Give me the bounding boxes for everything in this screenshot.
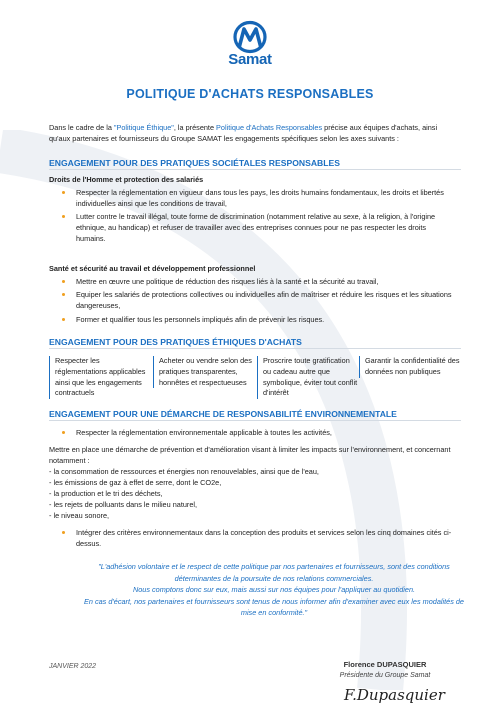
bullet-icon (62, 191, 65, 194)
bullet-icon (62, 215, 65, 218)
signature-text: F.Dupasquier (344, 686, 445, 704)
environment-list-2 (49, 527, 455, 551)
intro-link-politique-achats: Politique d'Achats Responsables (216, 123, 323, 132)
section-title-societal: ENGAGEMENT POUR DES PRATIQUES SOCIÉTALES RESPONSABLES (49, 158, 340, 168)
commitment-quote (64, 561, 484, 619)
intro-text-2: , la présente (173, 123, 217, 132)
signer-role: Présidente du Groupe Samat (339, 672, 431, 679)
quote-line: mise en conformité." (240, 608, 308, 618)
list-item: Lutter contre le travail illégal, toute forme de discrimination (notamment relative au sexe, à la religion, à l'origine ethnique, au handicap) et refuser de travailler avec des entreprises connues pour ne pas respecter les droits humains. (49, 211, 455, 244)
quote-line: Nous comptons donc sur eux, mais aussi sur nos équipes pour l'appliquer au quotidien. (132, 585, 416, 595)
list-item: Intégrer des critères environnementaux dans la conception des produits et services selon les cinq domaines cités ci-dessus. (49, 527, 455, 549)
bullet-icon (62, 293, 65, 296)
document-title: POLITIQUE D'ACHATS RESPONSABLES (126, 87, 374, 101)
subsection-title-human-rights: Droits de l'Homme et protection des salariés (49, 175, 204, 184)
bullet-icon (62, 318, 65, 321)
section-divider (49, 348, 461, 349)
ethical-practices-columns (49, 356, 469, 412)
environment-dash-item: - les rejets de polluants dans le milieu naturel, (49, 500, 198, 509)
bullet-icon (62, 531, 65, 534)
quote-line: En cas d'écart, nos partenaires et fournisseurs sont tenus de nous informer afin d'examiner avec eux les modalités de (84, 596, 464, 606)
section-title-ethical: ENGAGEMENT POUR DES PRATIQUES ÉTHIQUES D'ACHATS (49, 337, 302, 347)
human-rights-list (49, 187, 455, 246)
list-item: Respecter la réglementation en vigueur dans tous les pays, les droits humains fondamentaux, les droits et libertés individuelles ainsi que les conditions de travail, (49, 187, 455, 209)
intro-paragraph (49, 122, 459, 144)
health-safety-list (49, 276, 455, 327)
environment-paragraph: Mettre en place une démarche de prévention et d'amélioration visant à limiter les impacts sur l'environnement, et concernant notamment : (49, 445, 451, 465)
environment-dash-item: - la production et le tri des déchets, (49, 489, 163, 498)
ethical-column-2: Acheter ou vendre selon des pratiques transparentes, honnêtes et respectueuses (153, 356, 254, 388)
list-item: Equiper les salariés de protections collectives ou individuelles afin de maîtriser et réduire les risques et les situations dangereuses, (49, 289, 455, 311)
handwritten-signature (340, 683, 450, 705)
ethical-column-4: Garantir la confidentialité des données non publiques (359, 356, 460, 378)
brand-name: Samat (228, 51, 272, 68)
quote-line: "L'adhésion volontaire et le respect de cette politique par nos partenaires et fournisseurs, sont des conditions (98, 562, 450, 571)
list-item: Mettre en œuvre une politique de réduction des risques liés à la santé et la sécurité au travail, (49, 276, 455, 287)
environment-list-1 (49, 427, 455, 440)
intro-text-3: précise aux équipes d'achats, ainsi qu'aux partenaires et fournisseurs du Groupe SAMAT les engagements spécifiques selon les axes suivants : (49, 123, 438, 143)
ethical-column-3: Proscrire toute gratification ou cadeau autre que symbolique, éviter tout conflit d'intérêt (257, 356, 358, 399)
intro-link-politique-ethique: "Politique Éthique" (113, 123, 174, 132)
bullet-icon (62, 280, 65, 283)
bullet-icon (62, 431, 65, 434)
ethical-column-1: Respecter les réglementations applicables ainsi que les engagements contractuels (49, 356, 150, 399)
environment-dash-item: - les émissions de gaz à effet de serre, dont le CO2e, (49, 478, 222, 487)
environment-dash-item: - la consommation de ressources et énergies non renouvelables, ainsi que de l'eau, (49, 467, 319, 476)
document-date: JANVIER 2022 (49, 663, 97, 670)
signer-name: Florence DUPASQUIER (343, 660, 427, 669)
environment-dash-item: - le niveau sonore, (49, 511, 110, 520)
section-divider (49, 169, 461, 170)
section-title-environmental: ENGAGEMENT POUR UNE DÉMARCHE DE RESPONSABILITÉ ENVIRONNEMENTALE (49, 409, 397, 419)
list-item: Former et qualifier tous les personnels impliqués afin de prévenir les risques. (49, 314, 455, 325)
intro-text-1: Dans le cadre de la (49, 123, 114, 132)
list-item: Respecter la réglementation environnementale applicable à toutes les activités, (49, 427, 455, 438)
section-divider (49, 420, 461, 421)
subsection-title-health-safety: Santé et sécurité au travail et développement professionnel (49, 264, 256, 273)
quote-line: déterminantes de la poursuite de nos relations commerciales. (174, 573, 374, 583)
